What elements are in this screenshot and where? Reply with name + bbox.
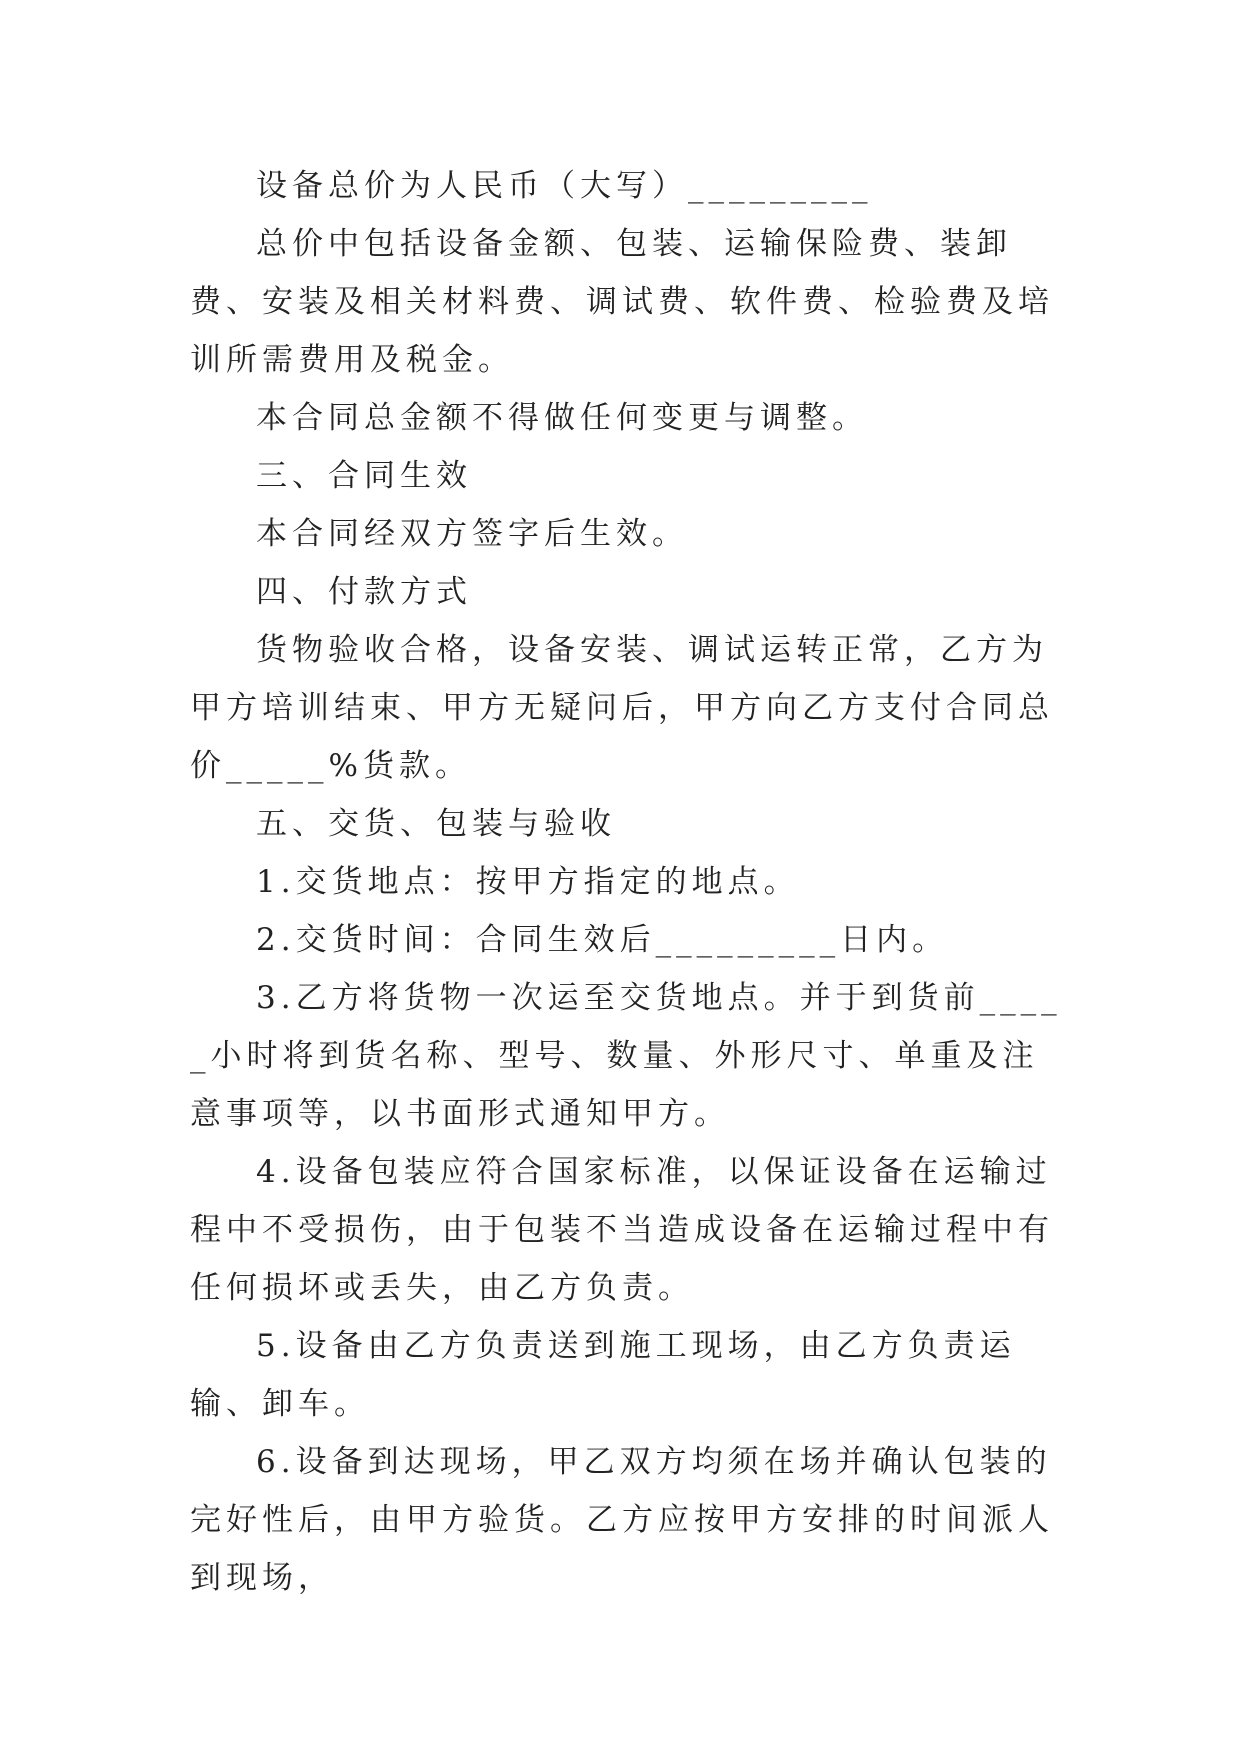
- paragraph-inspection: 6.设备到达现场，甲乙双方均须在场并确认包装的完好性后，由甲方验货。乙方应按甲方安排的时间派人到现场，: [190, 1444, 1054, 1596]
- section-heading-delivery: 五、交货、包装与验收: [256, 806, 616, 842]
- paragraph-packaging: 4.设备包装应符合国家标准，以保证设备在运输过程中不受损伤，由于包装不当造成设备在运输过程中有任何损坏或丢失，由乙方负责。: [190, 1154, 1054, 1306]
- paragraph-effective-on-signing: 本合同经双方签字后生效。: [256, 516, 688, 552]
- document-body: [190, 157, 1062, 1607]
- paragraph-payment-terms: 货物验收合格，设备安装、调试运转正常，乙方为甲方培训结束、甲方无疑问后，甲方向乙方支付合同总价_____%货款。: [190, 632, 1054, 784]
- paragraph-price-includes: 总价中包括设备金额、包装、运输保险费、装卸费、安装及相关材料费、调试费、软件费、检验费及培训所需费用及税金。: [190, 226, 1054, 378]
- paragraph-no-change: 本合同总金额不得做任何变更与调整。: [256, 400, 868, 436]
- paragraph-total-price: 设备总价为人民币（大写）_________: [256, 168, 873, 204]
- paragraph-delivery-notice: 3.乙方将货物一次运至交货地点。并于到货前_____小时将到货名称、型号、数量、外形尺寸、单重及注意事项等，以书面形式通知甲方。: [190, 980, 1062, 1132]
- paragraph-delivery-location: 1.交货地点：按甲方指定的地点。: [256, 864, 800, 900]
- paragraph-delivery-time: 2.交货时间：合同生效后_________日内。: [256, 922, 949, 958]
- section-heading-payment: 四、付款方式: [256, 574, 472, 610]
- paragraph-transport: 5.设备由乙方负责送到施工现场，由乙方负责运输、卸车。: [190, 1328, 1016, 1422]
- section-heading-effectiveness: 三、合同生效: [256, 458, 472, 494]
